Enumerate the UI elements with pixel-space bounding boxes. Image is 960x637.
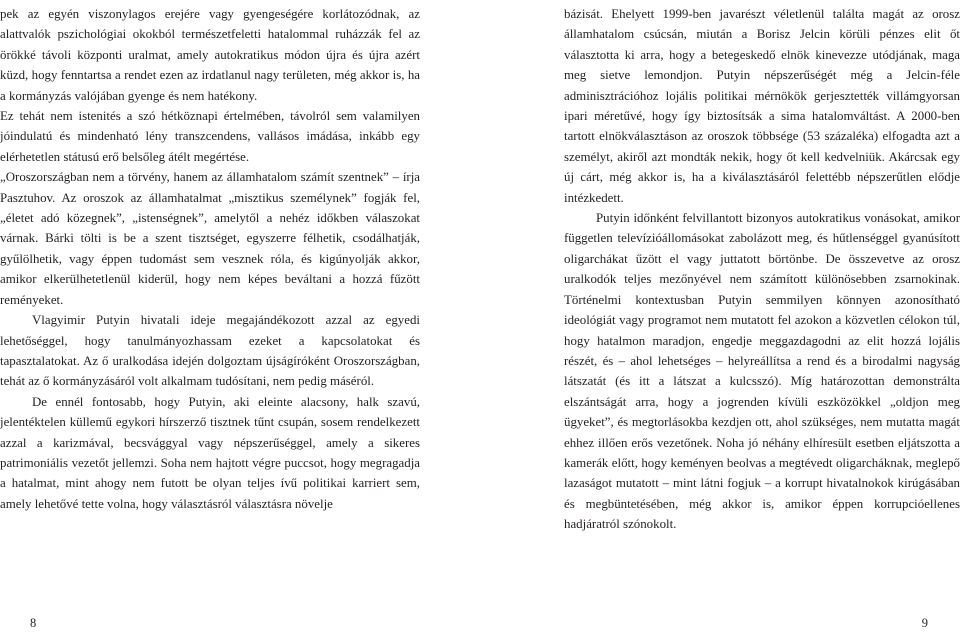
- paragraph: bázisát. Ehelyett 1999-ben javarészt véletlenül találta magát az orosz államhatalom csúcsán, miután a Borisz Jelcin körüli pénzes elit őt választotta ki arra, hogy a betegeskedő elnök kinevezze utódjának, maga meg sietve lemondjon. Putyin népszerűségét még a Jelcin-féle adminisztrációhoz lojális politikai mérnökök gerjesztették villámgyorsan ipari méretűvé, hogy így biztosítsák a sima hatalomváltást. A 2000-ben tartott elnökválasztáson az oroszok többsége (53 százaléka) elfogadta azt a személyt, akiről azt mondták nekik, hogy őt kell kedvelniük. Akárcsak egy új cárt, még akkor is, ha a kiválasztásáról felettébb népszerűtlen elődje intézkedett.: [564, 7, 960, 205]
- page-number: 9: [921, 616, 928, 630]
- left-page-text: [0, 4, 420, 514]
- right-page-text: [564, 4, 960, 535]
- page-number: 8: [30, 616, 37, 630]
- paragraph: „Oroszországban nem a törvény, hanem az államhatalom számít szentnek” – írja Pasztuhov. Az oroszok az államhatalmat „misztikus személynek” fogják fel, „életet adó közegnek”, „istenségnek”, amelytől a nehéz időkben válaszokat várnak. Bárki tölti is be a szent tisztséget, egyszerre félhetik, csodálhatják, gyűlölhetik, vagy éppen tudomást sem vesznek róla, és kigúnyolják akkor, amikor elkerülhetetlenül kiderül, hogy nem képes beváltani a hozzá fűzött reményeket.: [0, 170, 420, 307]
- paragraph: De ennél fontosabb, hogy Putyin, aki eleinte alacsony, halk szavú, jelentéktelen küllemű egykori hírszerző tisztnek tűnt csupán, sosem rendelkezett azzal a karizmával, becsvággyal vagy népszerűséggel, amely a sikeres patrimoniális vezetőt jellemzi. Soha nem hajtott végre puccsot, hogy megragadja a hatalmat, mint ahogy nem futott be olyan teljes ívű politikai karriert sem, amely lehetővé tette volna, hogy választásról választásra növelje: [0, 394, 420, 511]
- paragraph: Putyin időnként felvillantott bizonyos autokratikus vonásokat, amikor független televízióállomásokat zabolázott meg, és hűtlenséggel gyanúsított oligarchákat űzött el vagy juttatott börtönbe. De összevetve az orosz uralkodók teljes mezőnyével nem számított különösebben zsarnokinak. Történelmi kontextusban Putyin semmilyen könnyen azonosítható ideológiát vagy programot nem mutatott fel azokon a közvetlen célokon túl, hogy hatalmon maradjon, engedje meggazdagodni az elit hozzá lojális részét, és – ahol lehetséges – helyreállítsa a rend és a birodalmi nagyság látszatát (és itt a látszat a kulcsszó). Míg határozottan demonstrálta elszántságát arra, hogy a jogrenden kívüli eszközökkel „oldjon meg ügyeket”, és megtorlásokba kezdjen ott, ahol szükséges, nem mutatta magát ehhez illően erős vezetőnek. Noha jó néhány elhíresült esetben eljátszotta a kamerák előtt, hogy keményen beolvas a megtévedt oligarcháknak, meglepő lazaságot mutatott – mint látni fogjuk – a korrupt hivatalnokok kirúgásában és megbüntetésében, még akkor is, amikor éppen korrupcióellenes hadjáratról szónokolt.: [564, 211, 960, 532]
- paragraph: Ez tehát nem istenités a szó hétköznapi értelmében, távolról sem valamilyen jóindulatú és mindenható lény transzcendens, vallásos imádása, inkább egy elérhetetlen státusú erő belsőleg átélt megértése.: [0, 109, 420, 164]
- paragraph: pek az egyén viszonylagos erejére vagy gyengeségére korlátozódnak, az alattvalók pszichológiai okokból természetfeletti hatalommal ruházzák fel az örökké távoli központi uralmat, amely autokratikus módon újra és újra azért küzd, hogy fenntartsa a rendet ezen az irdatlanul nagy területen, még akkor is, ha a kormányzás valójában gyenge és nem hatékony.: [0, 7, 420, 103]
- paragraph: Vlagyimir Putyin hivatali ideje megajándékozott azzal az egyedi lehetőséggel, hogy tanulmányozhassam ezeket a kapcsolatokat és tapasztalatokat. Az ő uralkodása idején dolgoztam újságíróként Oroszországban, tehát az ő kormányzásáról volt alkalmam tudósítani, nem pedig máséról.: [0, 313, 420, 389]
- right-page: [480, 0, 960, 637]
